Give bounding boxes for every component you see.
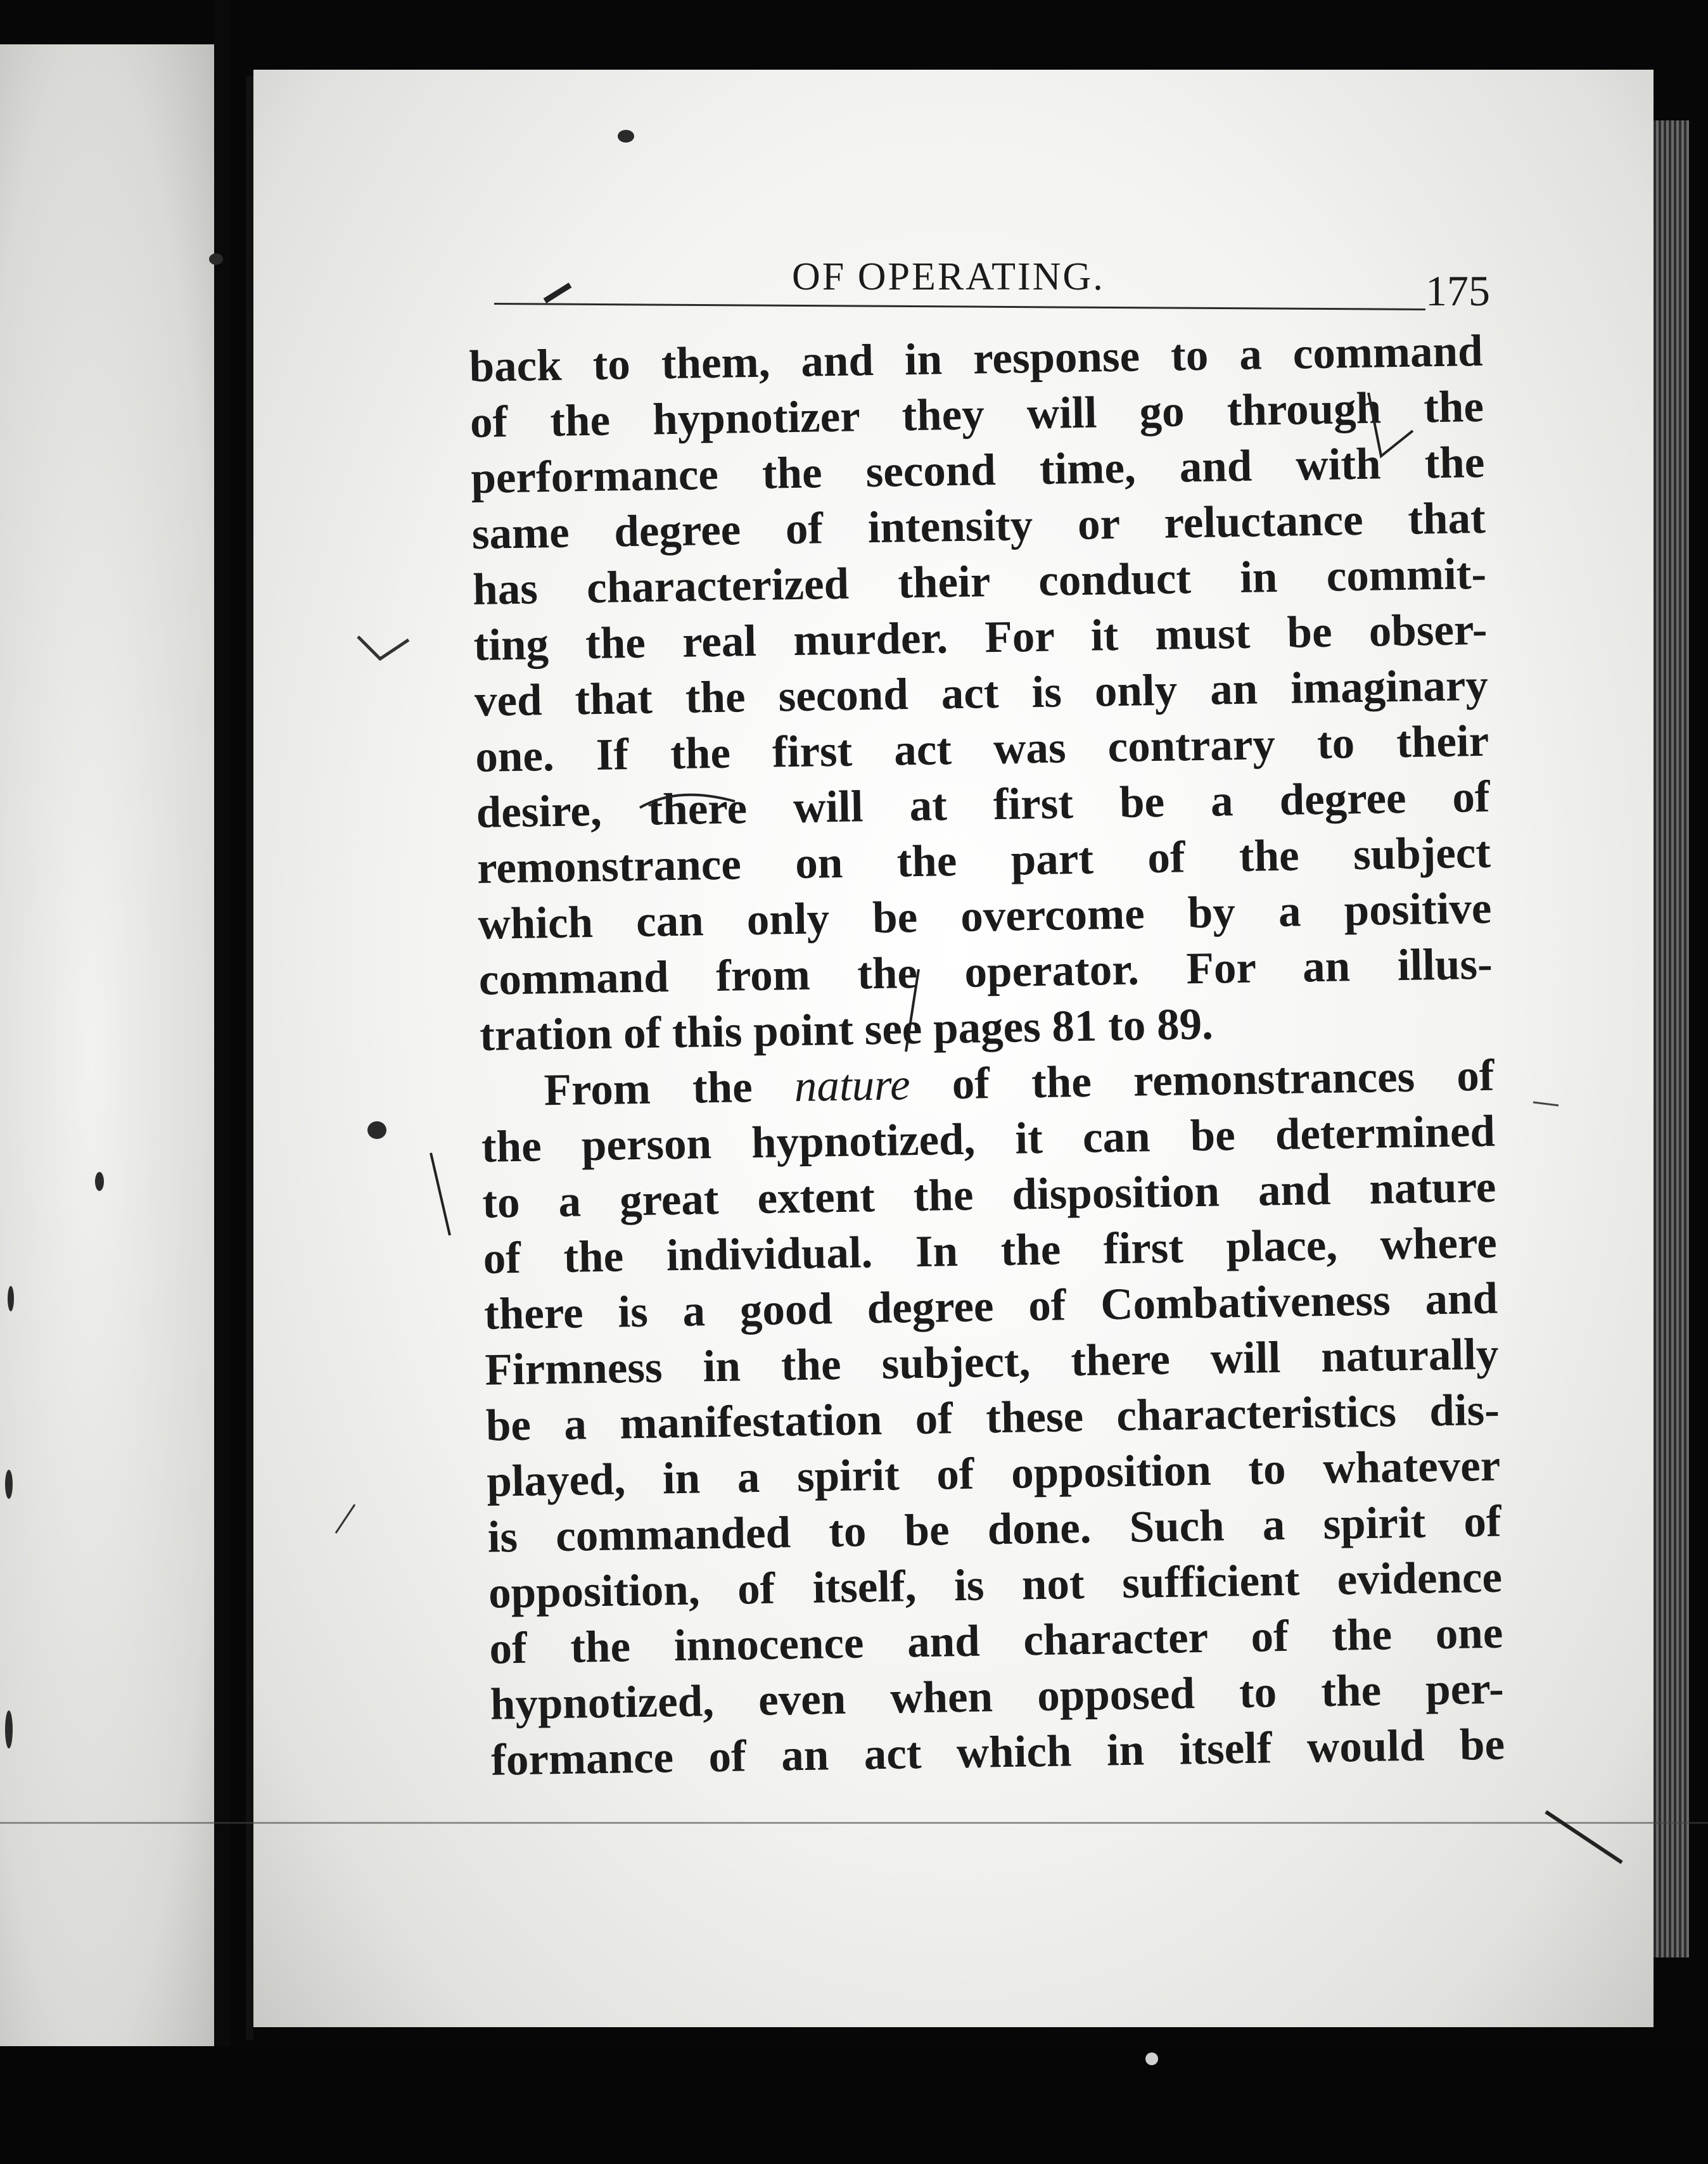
page-stack-edge xyxy=(1654,120,1689,1957)
text-line: of the individual. In the first place, where xyxy=(483,1218,1498,1283)
page-edge-line xyxy=(246,76,253,2040)
text-fragment: of the remonstrances of xyxy=(909,1050,1495,1110)
ink-speck xyxy=(367,1121,386,1139)
text-line: of the hypnotizer they will go through the xyxy=(469,381,1484,447)
ink-speck xyxy=(618,130,634,143)
ink-speck xyxy=(95,1172,104,1191)
page-number: 175 xyxy=(1425,267,1490,315)
text-line: command from the operator. For an illus- xyxy=(478,939,1493,1005)
left-facing-page-fragment xyxy=(0,44,228,2059)
text-line: played, in a spirit of opposition to whatever xyxy=(486,1441,1501,1506)
text-line: ting the real murder. For it must be obser- xyxy=(473,604,1488,670)
ink-speck xyxy=(5,1710,13,1748)
running-header: OF OPERATING. xyxy=(792,255,1105,298)
text-line: same degree of intensity or reluctance that xyxy=(471,493,1486,559)
text-line: Firmness in the subject, there will naturally xyxy=(484,1329,1499,1395)
text-line: desire, there will at first be a degree of xyxy=(476,772,1491,837)
text-line: opposition, of itself, is not sufficient evidence xyxy=(488,1552,1503,1618)
ink-speck xyxy=(209,253,223,265)
text-line: tration of this point see pages 81 to 89. xyxy=(479,999,1214,1060)
text-line: hypnotized, even when opposed to the per- xyxy=(490,1664,1505,1729)
scan-artifact-line xyxy=(0,1822,1708,1824)
text-fragment: From the xyxy=(544,1062,795,1116)
text-line: which can only be overcome by a positive xyxy=(477,883,1492,949)
text-line: ved that the second act is only an imaginary xyxy=(474,660,1489,726)
text-line: formance of an act which in itself would be xyxy=(490,1719,1505,1785)
body-text xyxy=(469,323,1505,1788)
text-line: back to them, and in response to a command xyxy=(469,326,1484,391)
text-line: be a manifestation of these characteristics dis- xyxy=(485,1385,1500,1451)
text-line: is commanded to be done. Such a spirit of xyxy=(487,1496,1502,1562)
ink-speck xyxy=(1145,2053,1158,2065)
text-line: the person hypnotized, it can be determined xyxy=(481,1106,1496,1172)
text-line: of the innocence and character of the one xyxy=(488,1608,1503,1674)
ink-speck xyxy=(8,1286,14,1311)
italic-word: nature xyxy=(794,1060,911,1112)
ink-speck xyxy=(5,1470,13,1499)
text-line: remonstrance on the part of the subject xyxy=(476,827,1491,893)
text-line: there is a good degree of Combativeness and xyxy=(483,1273,1498,1339)
text-line: performance the second time, and with the xyxy=(470,437,1485,503)
text-line: one. If the first act was contrary to their xyxy=(475,716,1489,782)
gutter-shadow xyxy=(214,0,231,2164)
scan-bottom-border xyxy=(0,2046,1708,2164)
text-line: to a great extent the disposition and nature xyxy=(481,1162,1496,1228)
text-line: has characterized their conduct in commit- xyxy=(472,549,1487,614)
